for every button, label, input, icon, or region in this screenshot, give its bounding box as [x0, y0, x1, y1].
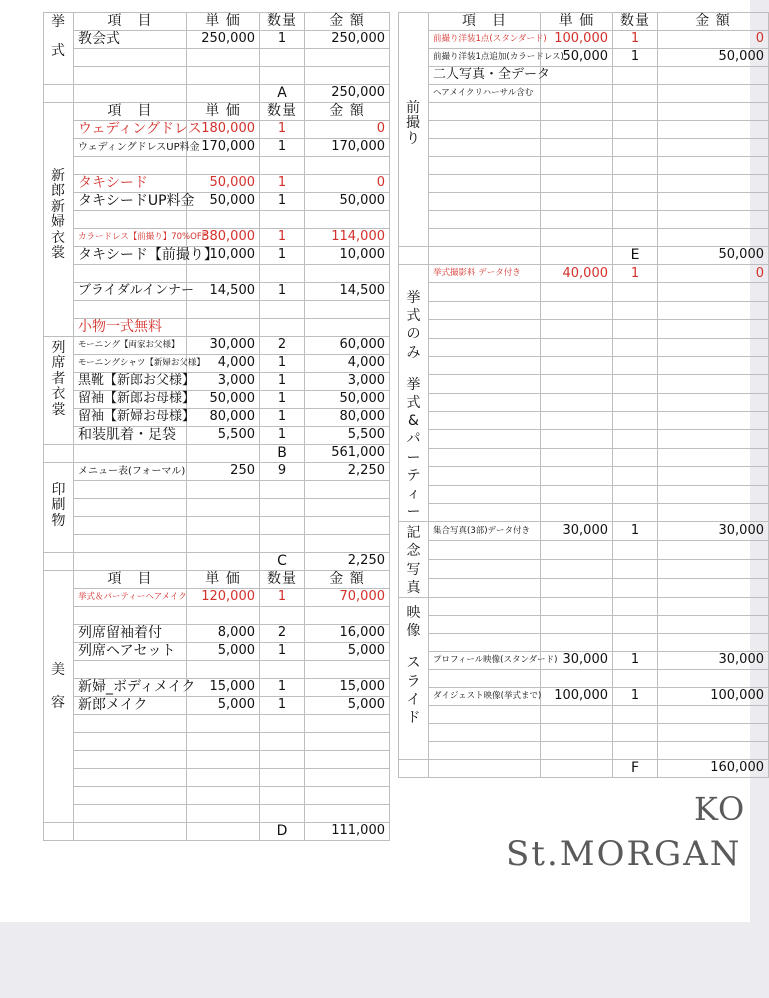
total-amount-b: 561,000	[305, 445, 390, 463]
table-row: 留袖【新郎お母様】 50,000 1 50,000	[44, 391, 390, 409]
print-label: 印 刷 物	[44, 463, 74, 553]
table-row: 列席留袖着付 8,000 2 16,000	[44, 625, 390, 643]
table-row: ウェディングドレスUP料金 170,000 1 170,000	[44, 139, 390, 157]
table-row: プロフィール映像(スタンダード) 30,000 1 30,000	[399, 652, 769, 670]
table-row: 列 席 者 衣 裳 モーニング【両家お父様】 30,000 2 60,000	[44, 337, 390, 355]
table-row: 小物一式無料	[44, 319, 390, 337]
total-letter-c: C	[260, 553, 305, 571]
total-amount-d: 111,000	[305, 823, 390, 841]
table-row: 前撮り洋装1点(スタンダード) 100,000 1 0	[399, 31, 769, 49]
table-row: ダイジェスト映像(挙式まで) 100,000 1 100,000	[399, 688, 769, 706]
beauty-total-row	[44, 823, 390, 841]
prephoto-header-row: 前 撮 り 項 目 単 価 数量 金 額	[399, 13, 769, 31]
total-letter-b: B	[260, 445, 305, 463]
table-row: 記 念 写 真 集合写真(3部)データ付き 30,000 1 30,000	[399, 522, 769, 541]
logo-line-2: St.MORGAN	[506, 834, 742, 874]
ceremony-label: 挙 式	[44, 13, 74, 85]
total-letter-a: A	[260, 85, 305, 103]
total-amount-a: 250,000	[305, 85, 390, 103]
total-amount-c: 2,250	[305, 553, 390, 571]
photo-ceremony-label: 挙 式 の み 挙 式 & パ ー テ ィ ー	[399, 265, 429, 522]
header-item: 項 目	[74, 13, 187, 31]
table-row: 挙式＆パーティーヘアメイク 120,000 1 70,000	[44, 589, 390, 607]
table-row: 前撮り洋装1点追加(カラードレス) 50,000 1 50,000	[399, 49, 769, 67]
table-row: ヘアメイクリハーサル含む	[399, 85, 769, 103]
header-qty: 数量	[260, 13, 305, 31]
left-estimate-table	[43, 12, 390, 841]
table-row: モーニングシャツ【新婦お父様】 4,000 1 4,000	[44, 355, 390, 373]
table-row: 教会式 250,000 1 250,000	[44, 31, 390, 49]
beauty-label: 美 容	[44, 571, 74, 823]
table-row	[399, 598, 769, 616]
table-row: 新婦_ボディメイク 15,000 1 15,000	[44, 679, 390, 697]
logo-line-1: KO	[694, 790, 746, 828]
print-total-row	[44, 553, 390, 571]
table-row: ブライダルインナー 14,500 1 14,500	[44, 283, 390, 301]
total-letter-d: D	[260, 823, 305, 841]
video-total-row	[399, 760, 769, 778]
table-row: 留袖【新婦お母様】 80,000 1 80,000	[44, 409, 390, 427]
table-row: 黒靴【新郎お父様】 3,000 1 3,000	[44, 373, 390, 391]
table-row: 和装肌着・足袋 5,500 1 5,500	[44, 427, 390, 445]
right-estimate-table	[398, 12, 769, 778]
commemorative-photo-label: 記 念 写 真	[399, 522, 429, 598]
beauty-header-row: 美 容 項 目 単 価 数量 金 額	[44, 571, 390, 589]
attire-total-row	[44, 445, 390, 463]
table-row: タキシードUP料金 50,000 1 50,000	[44, 193, 390, 211]
table-row: 二人写真・全データ	[399, 67, 769, 85]
ceremony-total-row	[44, 85, 390, 103]
prephoto-total-row	[399, 247, 769, 265]
table-row: タキシード 50,000 1 0	[44, 175, 390, 193]
groom-bride-attire-label: 新 郎 新 婦 衣 裳	[44, 103, 74, 337]
table-row: 挙 式 の み 挙 式 & パ ー テ ィ ー 挙式撮影料 データ付き 40,000 1 0	[399, 265, 769, 283]
video-label: 映 像 ス ラ イ ド	[399, 598, 429, 760]
table-row: 新郎メイク 5,000 1 5,000	[44, 697, 390, 715]
table-row: ウェディングドレス 180,000 1 0	[44, 121, 390, 139]
table-row: 印 刷 物 メニュー表(フォーマル) 250 9 2,250	[44, 463, 390, 481]
table-row: タキシード【前撮り】 10,000 1 10,000	[44, 247, 390, 265]
total-amount-e: 50,000	[658, 247, 769, 265]
total-letter-e: E	[613, 247, 658, 265]
attire-header-row: 新 郎 新 婦 衣 裳 項 目 単 価 数量 金 額	[44, 103, 390, 121]
guest-attire-label: 列 席 者 衣 裳	[44, 337, 74, 445]
ceremony-header-row	[44, 13, 390, 31]
header-price: 単 価	[187, 13, 260, 31]
header-amount: 金 額	[305, 13, 390, 31]
total-letter-f: F	[613, 760, 658, 778]
total-amount-f: 160,000	[658, 760, 769, 778]
table-row: カラードレス【前撮り】70%OFF 380,000 1 114,000	[44, 229, 390, 247]
prephoto-label: 前 撮 り	[399, 13, 429, 247]
table-row: 列席ヘアセット 5,000 1 5,000	[44, 643, 390, 661]
